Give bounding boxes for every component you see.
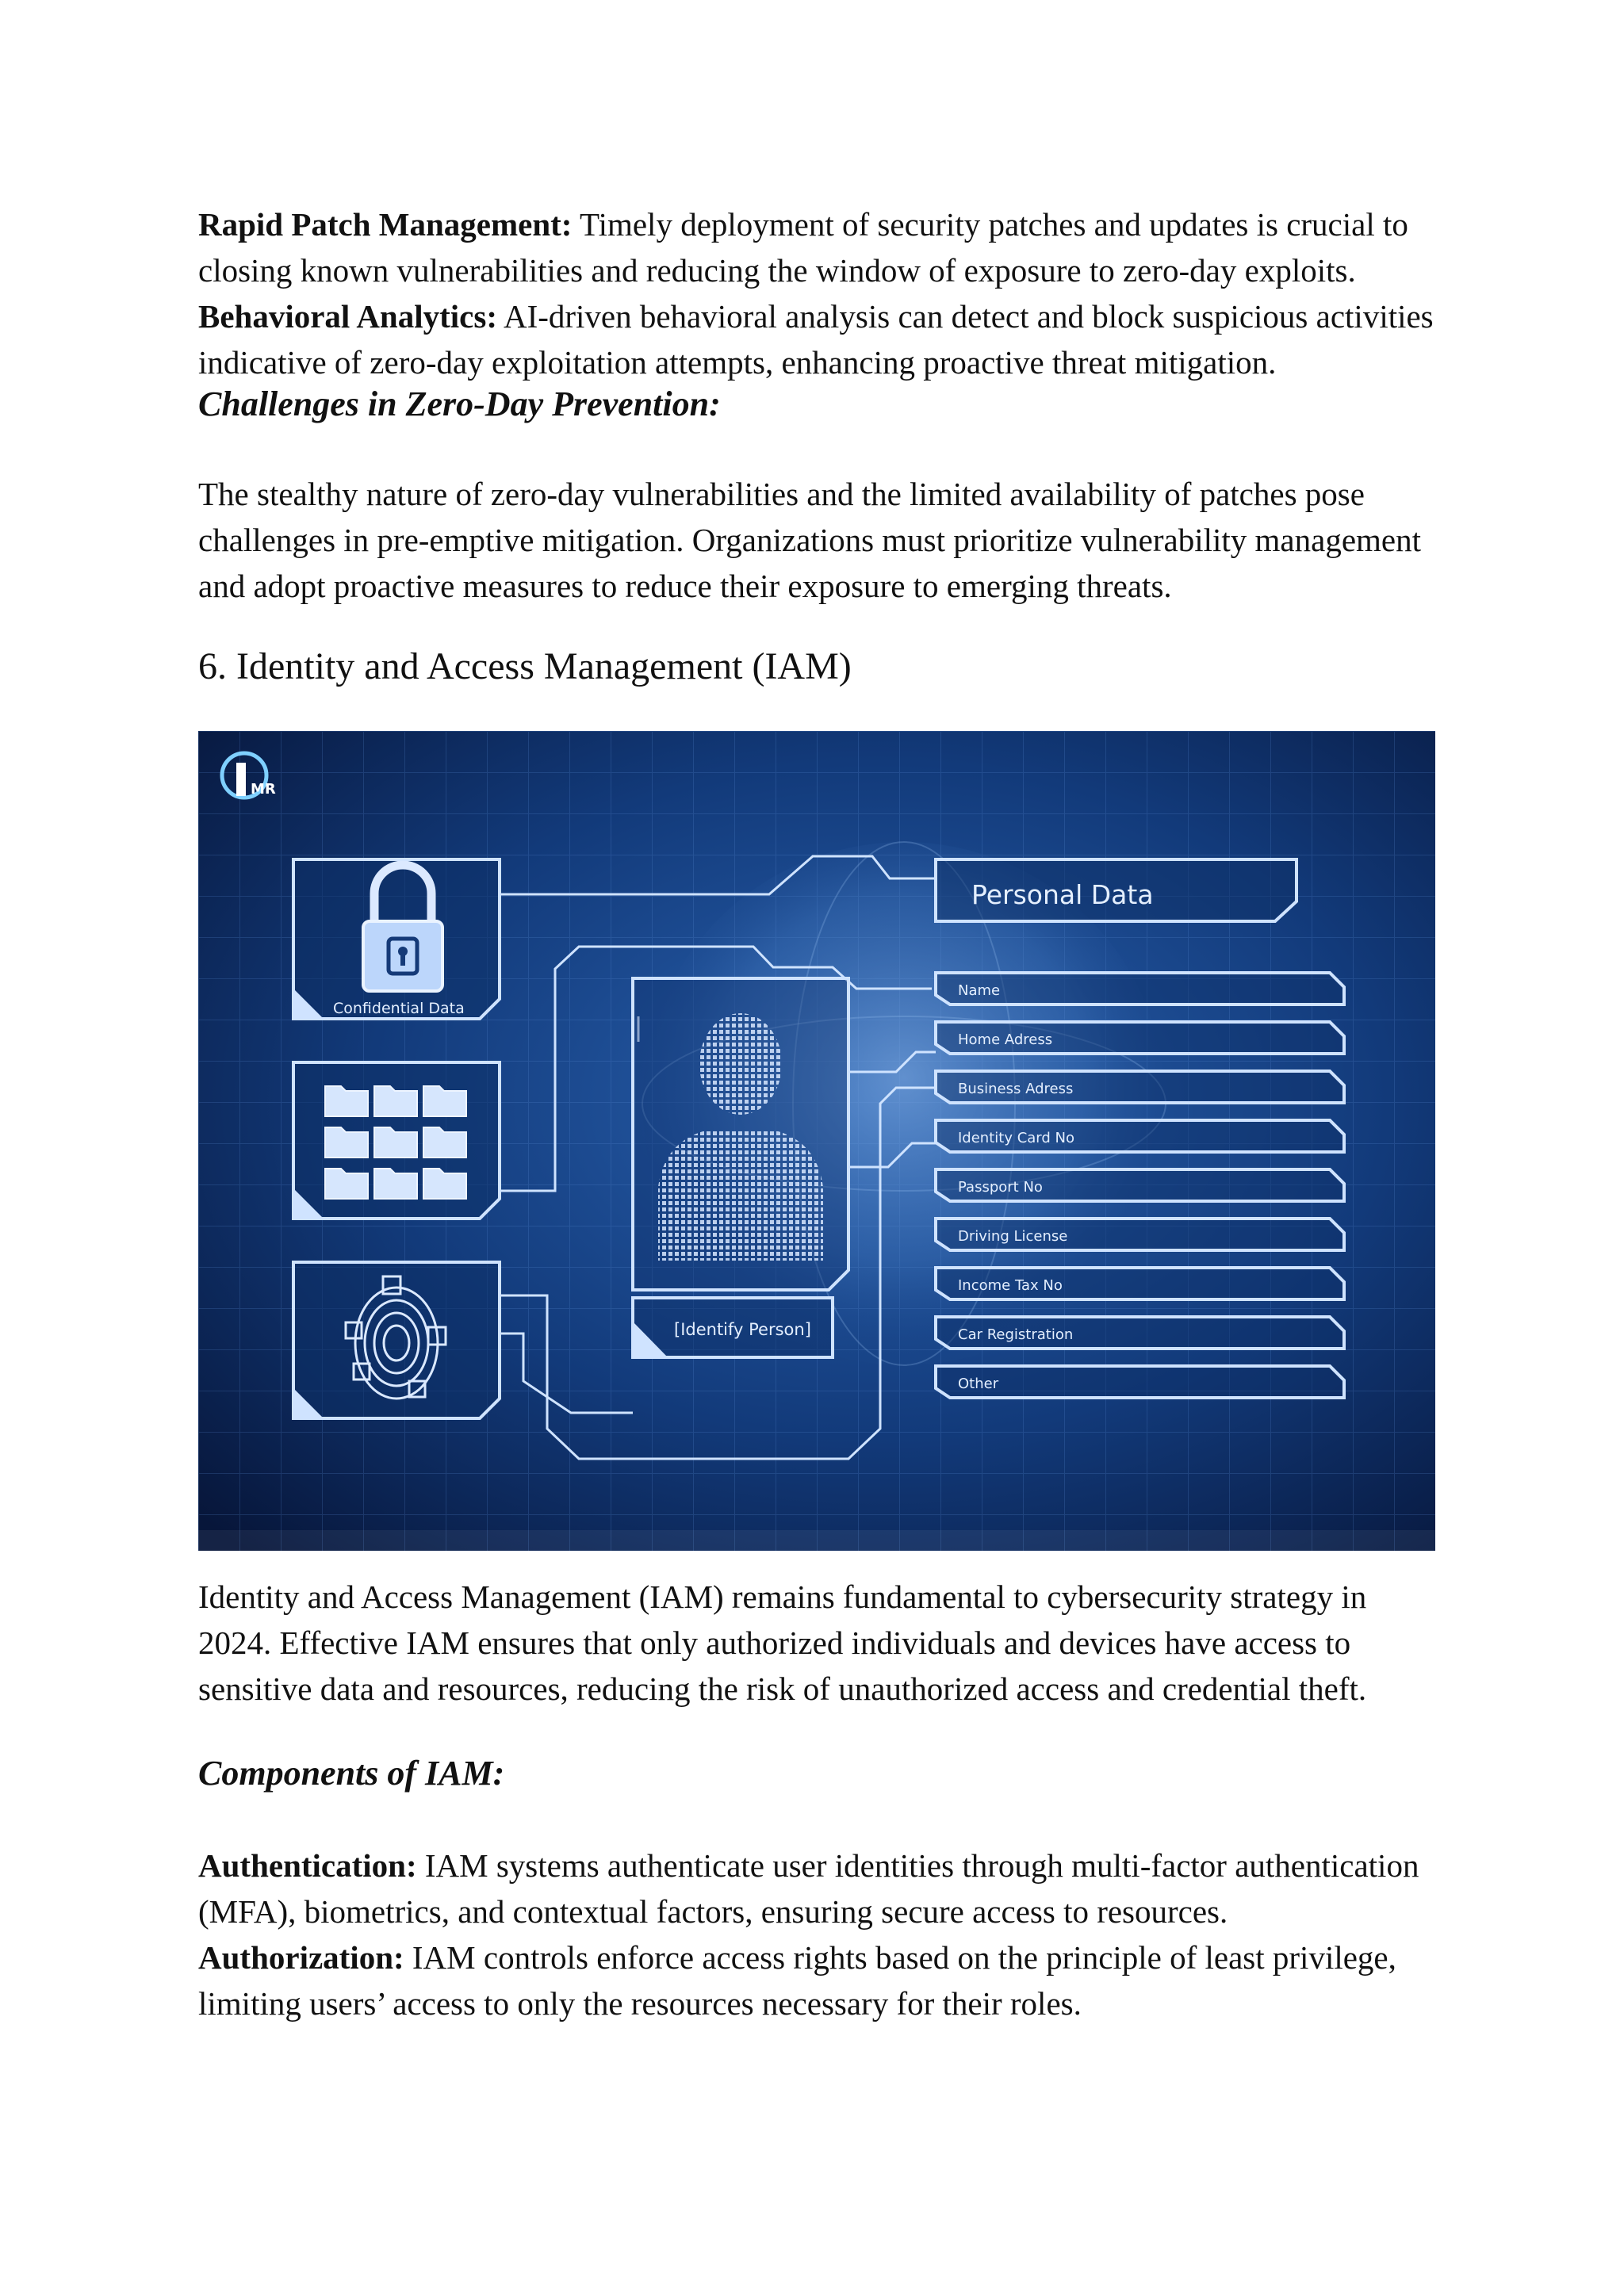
authentication-text: IAM systems authenticate user identities through multi-factor authentication (MFA), biometrics, and contextual factors, ensuring secure access to resources.	[198, 1847, 1419, 1930]
rapid-patch-label: Rapid Patch Management:	[198, 206, 573, 243]
field-label: Car Registration	[958, 1326, 1074, 1343]
field-label: Name	[958, 982, 1001, 999]
field-label: Income Tax No	[958, 1277, 1063, 1294]
fingerprint-panel	[293, 1262, 500, 1418]
behavioral-analytics-label: Behavioral Analytics:	[198, 298, 497, 335]
personal-data-field	[936, 1268, 1344, 1299]
personal-data-fields	[936, 973, 1344, 1398]
challenges-paragraph: The stealthy nature of zero-day vulnerabilities and the limited availability of patches pose challenges in pre-emptive mitigation. Organizations must prioritize vulnerability management and adopt proactive measures to reduce their exposure to emerging threats.	[198, 476, 1422, 604]
authorization-paragraph	[198, 1934, 1435, 2026]
personal-data-field	[936, 1169, 1344, 1201]
section-6-heading-block	[198, 644, 1435, 690]
components-heading-block	[198, 1752, 1435, 1795]
field-label: Home Adress	[958, 1031, 1053, 1048]
challenges-block	[198, 471, 1435, 609]
personal-data-field	[936, 1071, 1344, 1103]
personal-data-field	[936, 1219, 1344, 1250]
field-label: Business Adress	[958, 1081, 1074, 1097]
field-label: Driving License	[958, 1228, 1068, 1245]
personal-data-field	[936, 1120, 1344, 1152]
personal-data-field	[936, 1022, 1344, 1054]
personal-data-title: Personal Data	[971, 879, 1154, 910]
identify-person-card	[633, 978, 848, 1357]
components-heading: Components of IAM:	[198, 1754, 505, 1793]
security-measures-block	[198, 201, 1435, 385]
personal-data-field	[936, 1317, 1344, 1349]
behavioral-analytics-paragraph	[198, 293, 1435, 385]
section-6-heading: 6. Identity and Access Management (IAM)	[198, 645, 852, 687]
iam-illustration	[198, 731, 1435, 1551]
folder-icons	[325, 1086, 466, 1199]
personal-data-panel	[936, 859, 1297, 921]
field-label: Identity Card No	[958, 1130, 1075, 1146]
confidential-data-panel	[293, 859, 500, 1019]
authentication-paragraph	[198, 1843, 1435, 1934]
iam-intro-paragraph: Identity and Access Management (IAM) remains fundamental to cybersecurity strategy in 2024. Effective IAM ensures that only authorized individuals and devices have access to sensitive data and resources, reducing the risk of unauthorized access and credential theft.	[198, 1578, 1367, 1707]
rapid-patch-text: Timely deployment of security patches and updates is crucial to closing known vulnerabilities and reducing the window of exposure to zero-day exploits.	[198, 206, 1408, 289]
components-block	[198, 1843, 1435, 2026]
confidential-data-label: Confidential Data	[333, 1000, 465, 1017]
challenges-heading: Challenges in Zero-Day Prevention:	[198, 385, 721, 423]
behavioral-analytics-text: AI-driven behavioral analysis can detect and block suspicious activities indicative of zero-day exploitation attempts, enhancing proactive threat mitigation.	[198, 298, 1434, 381]
challenges-heading-block	[198, 383, 1435, 426]
personal-data-field	[936, 1366, 1344, 1398]
rapid-patch-paragraph	[198, 201, 1435, 293]
iam-intro-block	[198, 1574, 1435, 1712]
personal-data-field	[936, 973, 1344, 1004]
authentication-label: Authentication:	[198, 1847, 417, 1884]
authorization-label: Authorization:	[198, 1939, 404, 1976]
authorization-text: IAM controls enforce access rights based on the principle of least privilege, limiting users’ access to only the resources necessary for their roles.	[198, 1939, 1396, 2022]
folders-panel	[293, 1062, 500, 1219]
logo-text: MR	[251, 781, 276, 798]
field-label: Passport No	[958, 1179, 1043, 1196]
field-label: Other	[958, 1376, 999, 1392]
identify-person-label: [Identify Person]	[674, 1320, 811, 1339]
